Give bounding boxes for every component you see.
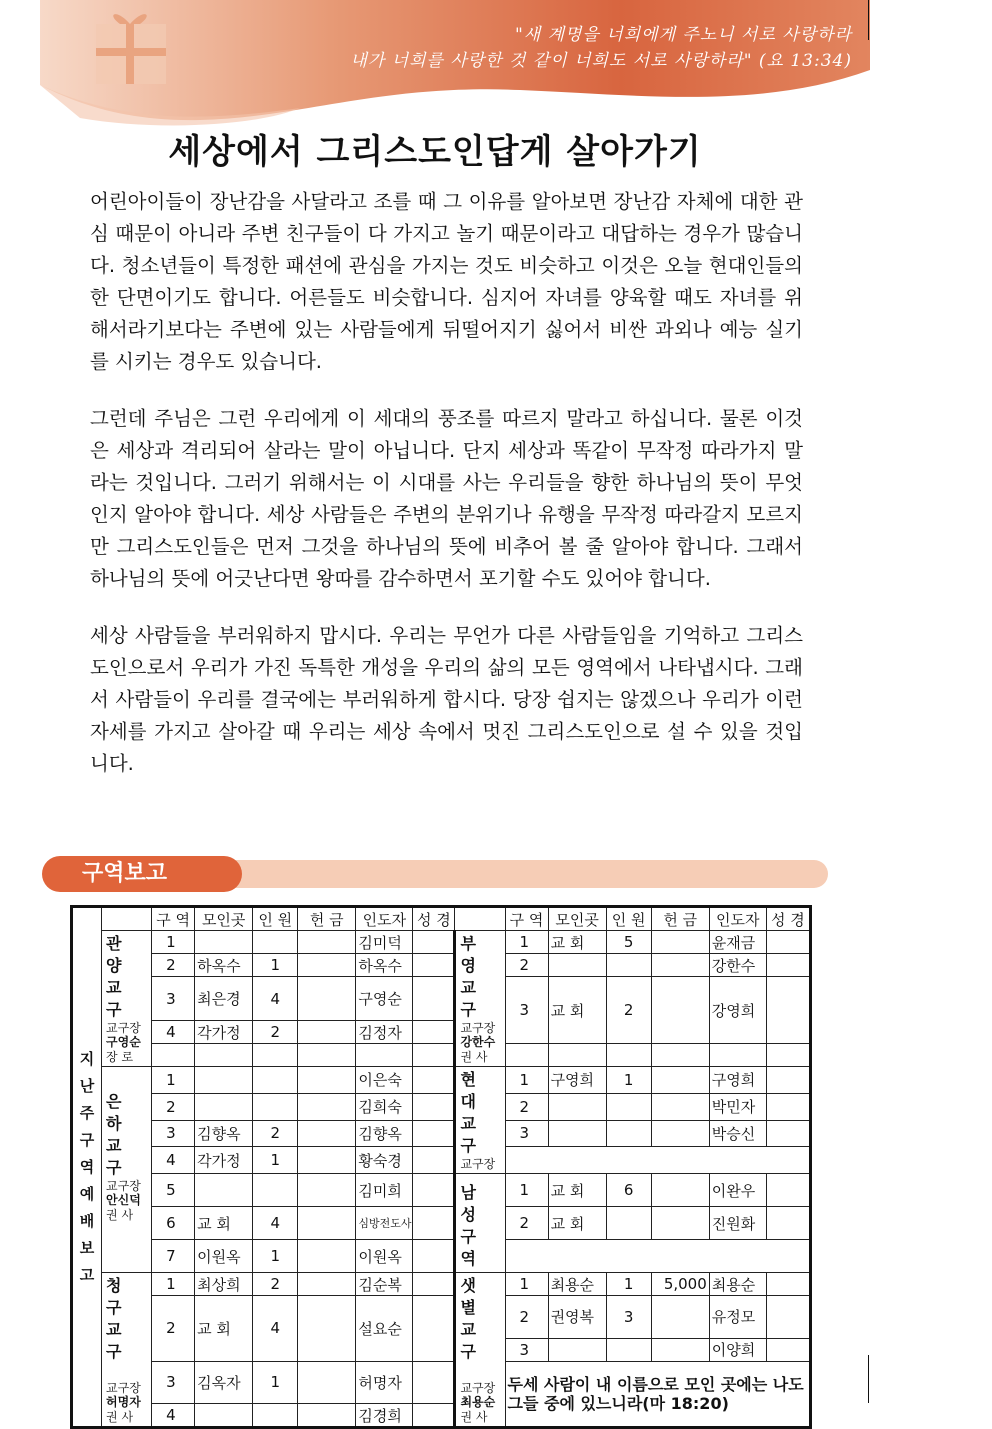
table-row: 3 이양희 bbox=[72, 1338, 811, 1361]
side-label: 지난주 구역예배보고 bbox=[72, 907, 102, 1428]
table-row: 7 이원옥 1 이원옥 bbox=[72, 1240, 811, 1273]
header-leader: 인도자 bbox=[356, 907, 413, 931]
header-offering-2: 헌 금 bbox=[651, 907, 709, 931]
header-offering: 헌 금 bbox=[298, 907, 356, 931]
table-row: 3 최은경 4 구영순 3 교 회 2 강영희 bbox=[72, 977, 811, 1021]
table-row: 관 양 교 구 교구장 구영순 장 로 1 김미덕 부 영 교 구 교구장 강한수 권 사 1 교 회 5 윤재금 bbox=[72, 931, 811, 954]
verse-quote bbox=[350, 22, 852, 74]
verse-line-1: "새 계명을 너희에게 주노니 서로 사랑하라 bbox=[514, 25, 852, 45]
paragraph-3: 세상 사람들을 부러워하지 맙시다. 우리는 무언가 다른 사람들임을 기억하고 그리스도인으로서 우리가 가진 독특한 개성을 우리의 삶의 모든 영역에서 나타냅시다. 그래서 사람들이 우리를 결국에는 부러워하게 합시다. 당장 쉽지는 않겠으나 우리가 이런 자세를 가지고 살아갈 때 우리는 세상 속에서 멋진 그리스도인으로 설 수 있을 것입니다. bbox=[90, 624, 803, 775]
table-row: 은 하 교 구 교구장 안신덕 권 사 1 이은숙 현 대 교 구 교구장 1 구영희 1 구영희 bbox=[72, 1067, 811, 1094]
table-row: 3 김향옥 2 김향옥 3 박승신 bbox=[72, 1120, 811, 1147]
article-title: 세상에서 그리스도인답게 살아가기 bbox=[168, 132, 702, 172]
page-edge-line-bottom bbox=[868, 1355, 869, 1403]
article-body bbox=[90, 186, 803, 805]
table-row bbox=[72, 1044, 811, 1067]
section-title: 구역보고 bbox=[42, 856, 242, 892]
page-edge-line-top bbox=[868, 0, 869, 40]
verse-line-2: 내가 너희를 사랑한 것 같이 너희도 서로 사랑하라" (요 13:34) bbox=[350, 51, 852, 71]
table-row: 청 구 교 구 교구장 허명자 권 사 1 최상희 2 김순복 샛 별 교 구 교구장 최용순 권 사 1 최용순 1 5,000 최용순 bbox=[72, 1273, 811, 1296]
group-gwanyang: 관 양 교 구 교구장 구영순 장 로 bbox=[102, 931, 152, 1067]
header-place: 모인곳 bbox=[195, 907, 253, 931]
header-leader-2: 인도자 bbox=[709, 907, 766, 931]
header-district-2: 구 역 bbox=[505, 907, 548, 931]
header-bible: 성 경 bbox=[413, 907, 455, 931]
group-namseong: 남 성 구 역 bbox=[455, 1174, 505, 1273]
group-hyeondae: 현 대 교 구 교구장 bbox=[455, 1067, 505, 1174]
closing-verse: 두세 사람이 내 이름으로 모인 곳에는 나도 그들 중에 있느니라(마 18:20) bbox=[505, 1361, 810, 1428]
group-saetbyeol: 샛 별 교 구 교구장 최용순 권 사 bbox=[455, 1273, 505, 1428]
section-header-bar bbox=[42, 856, 828, 892]
paragraph-2: 그런데 주님은 그런 우리에게 이 세대의 풍조를 따르지 말라고 하십니다. 물론 이것은 세상과 격리되어 살라는 말이 아닙니다. 단지 세상과 똑같이 무작정 따라가지 말라는 것입니다. 그러기 위해서는 이 시대를 사는 우리들을 향한 하나님의 뜻이 무엇인지 알아야 합니다. 세상 사람들은 주변의 분위기나 유행을 무작정 따라갈지 모르지만 그리스도인들은 먼저 그것을 하나님의 뜻에 비추어 볼 줄 알아야 합니다. 그래서 하나님의 뜻에 어긋난다면 왕따를 감수하면서 포기할 수도 있어야 합니다. bbox=[90, 407, 803, 590]
table-row: 5 김미희 남 성 구 역 1 교 회 6 이완우 bbox=[72, 1174, 811, 1207]
table-row: 3 김옥자 1 허명자 두세 사람이 내 이름으로 모인 곳에는 나도 그들 중에 있느니라(마 18:20) bbox=[72, 1361, 811, 1381]
table-row: 2 김희숙 2 박민자 bbox=[72, 1093, 811, 1120]
table-row: 4 각가정 2 김정자 bbox=[72, 1021, 811, 1044]
header-count: 인 원 bbox=[253, 907, 298, 931]
paragraph-1: 어린아이들이 장난감을 사달라고 조를 때 그 이유를 알아보면 장난감 자체에 대한 관심 때문이 아니라 주변 친구들이 다 가지고 놀기 때문이라고 대답하는 경우가 많습니다. 청소년들이 특정한 패션에 관심을 가지는 것도 비슷하고 이것은 오늘 현대인들의 한 단면이기도 합니다. 어른들도 비슷합니다. 심지어 자녀를 양육할 때도 자녀를 위해서라기보다는 주변에 있는 사람들에게 뒤떨어지기 싫어서 비싼 과외나 예능 실기를 시키는 경우도 있습니다. bbox=[90, 190, 803, 373]
table-header-row bbox=[72, 907, 811, 931]
section-track bbox=[212, 860, 828, 888]
table-row: 2 교 회 4 설요순 2 권영복 3 유정모 bbox=[72, 1296, 811, 1339]
group-cheonggu: 청 구 교 구 교구장 허명자 권 사 bbox=[102, 1273, 152, 1428]
gift-box-illustration bbox=[86, 6, 206, 96]
table-row: 4 각가정 1 황숙경 bbox=[72, 1147, 811, 1174]
group-buyeong: 부 영 교 구 교구장 강한수 권 사 bbox=[455, 931, 505, 1067]
district-report-table bbox=[70, 905, 812, 1429]
header-bible-2: 성 경 bbox=[766, 907, 810, 931]
table-row: 2 하옥수 1 하옥수 2 강한수 bbox=[72, 954, 811, 977]
table-row: 4 김경희 bbox=[72, 1404, 811, 1428]
header-count-2: 인 원 bbox=[606, 907, 651, 931]
group-eunha: 은 하 교 구 교구장 안신덕 권 사 bbox=[102, 1067, 152, 1273]
header-district: 구 역 bbox=[152, 907, 195, 931]
table-row: 6 교 회 4 심방전도사 2 교 회 진원화 bbox=[72, 1207, 811, 1240]
header-place-2: 모인곳 bbox=[548, 907, 606, 931]
